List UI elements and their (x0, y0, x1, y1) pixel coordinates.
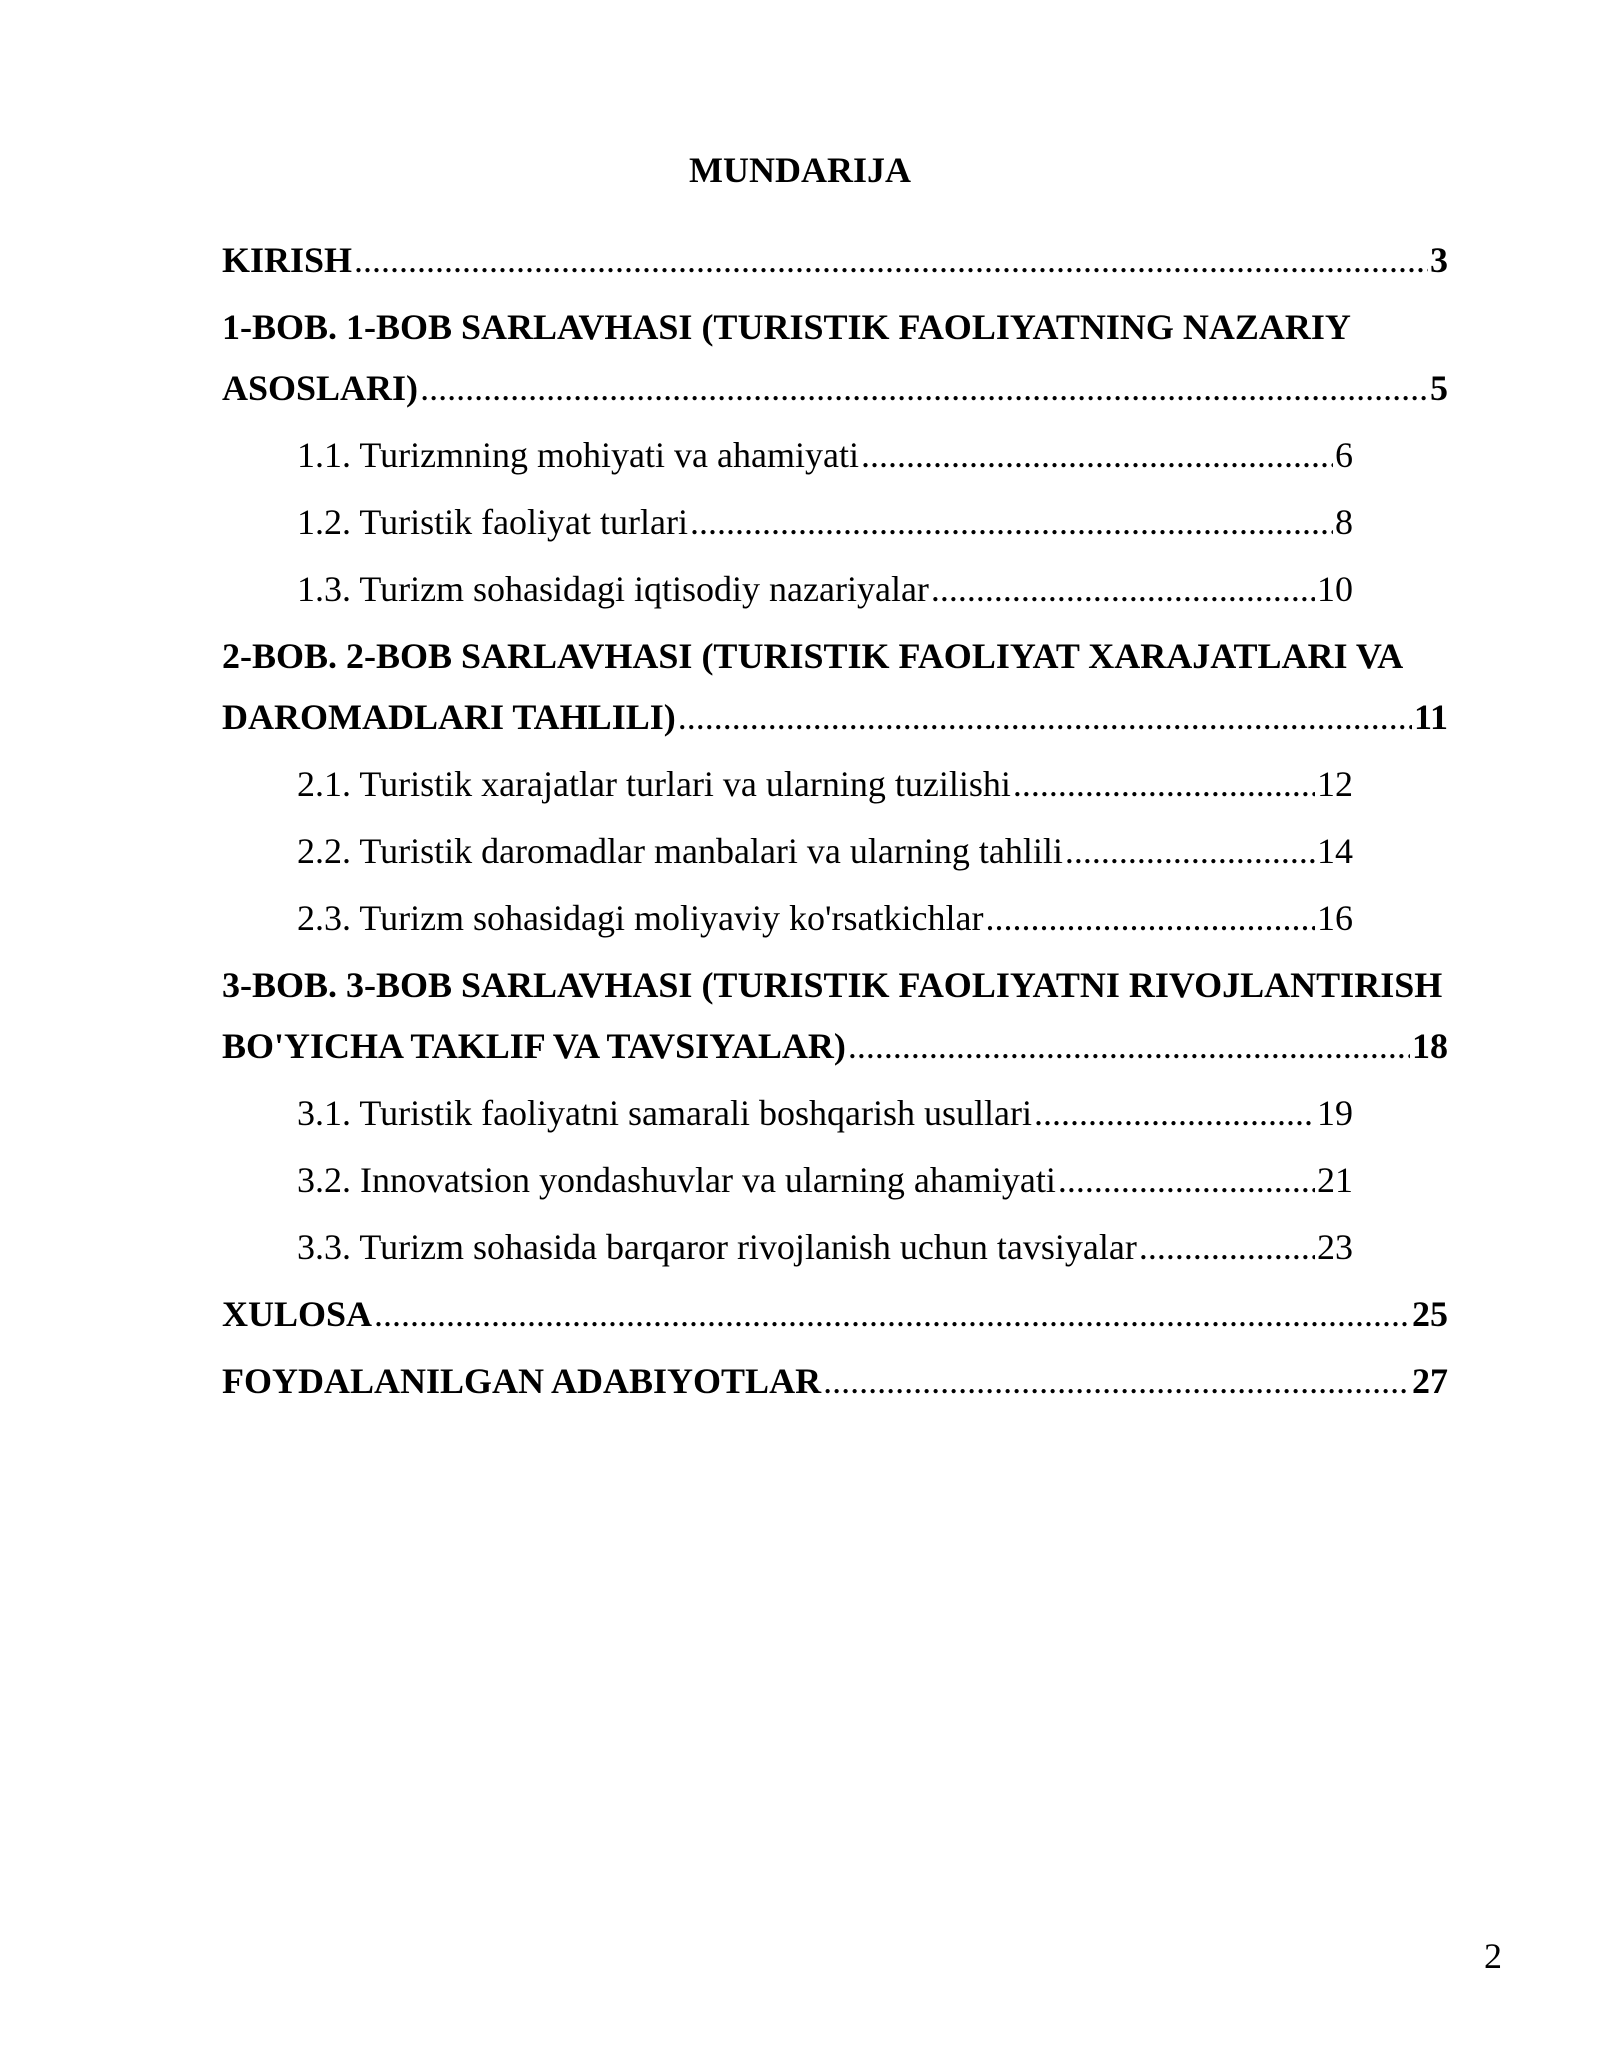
toc-label: 3.1. Turistik faoliyatni samarali boshqarish usullari (297, 1093, 1032, 1133)
leader-dots (1139, 1225, 1315, 1269)
toc-label: XULOSA (222, 1294, 373, 1334)
leader-dots (420, 366, 1428, 410)
toc-page-number: 23 (1317, 1227, 1353, 1267)
toc-entry-xulosa (222, 1292, 1448, 1336)
toc-label-line2: BO'YICHA TAKLIF VA TAVSIYALAR) (222, 1026, 846, 1066)
toc-page-number: 6 (1335, 435, 1353, 475)
toc-page-number: 18 (1412, 1026, 1448, 1066)
leader-dots (848, 1024, 1410, 1068)
toc-entry-chapter-2 (222, 634, 1448, 739)
toc-label: FOYDALANILGAN ADABIYOTLAR (222, 1361, 822, 1401)
table-of-contents (222, 238, 1490, 1403)
leader-dots (931, 567, 1315, 611)
toc-page-number: 3 (1430, 240, 1448, 280)
toc-entry-2-2 (222, 829, 1353, 873)
toc-label: 3.2. Innovatsion yondashuvlar va ularning ahamiyati (297, 1160, 1056, 1200)
toc-label: 2.3. Turizm sohasidagi moliyaviy ko'rsatkichlar (297, 898, 984, 938)
toc-entry-3-3 (222, 1225, 1353, 1269)
leader-dots (374, 1292, 1410, 1336)
leader-dots (823, 1359, 1410, 1403)
toc-label: 3.3. Turizm sohasida barqaror rivojlanish uchun tavsiyalar (297, 1227, 1137, 1267)
toc-page-number: 19 (1317, 1093, 1353, 1133)
toc-entry-3-2 (222, 1158, 1353, 1202)
toc-page-number: 10 (1317, 569, 1353, 609)
toc-entry-2-1 (222, 762, 1353, 806)
toc-label-line1: 2-BOB. 2-BOB SARLAVHASI (TURISTIK FAOLIYAT XARAJATLARI VA (222, 636, 1404, 676)
leader-dots (678, 695, 1412, 739)
toc-page-number: 12 (1317, 764, 1353, 804)
toc-page-number: 11 (1413, 697, 1448, 737)
toc-label: 1.2. Turistik faoliyat turlari (297, 502, 688, 542)
leader-dots (354, 238, 1428, 282)
toc-label: 2.1. Turistik xarajatlar turlari va ularning tuzilishi (297, 764, 1011, 804)
toc-entry-3-1 (222, 1091, 1353, 1135)
toc-label-line2: DAROMADLARI TAHLILI) (222, 697, 676, 737)
toc-page-number: 25 (1412, 1294, 1448, 1334)
toc-label-line1: 1-BOB. 1-BOB SARLAVHASI (TURISTIK FAOLIYATNING NAZARIY (222, 307, 1351, 347)
toc-label: 2.2. Turistik daromadlar manbalari va ularning tahlili (297, 831, 1063, 871)
toc-entry-chapter-3 (222, 963, 1448, 1068)
toc-label: KIRISH (222, 240, 353, 280)
toc-label-line2: ASOSLARI) (222, 368, 419, 408)
leader-dots (1013, 762, 1315, 806)
toc-page-number: 14 (1317, 831, 1353, 871)
toc-page-number: 27 (1412, 1361, 1448, 1401)
toc-page-number: 8 (1335, 502, 1353, 542)
toc-entry-chapter-1 (222, 305, 1448, 410)
page-title: MUNDARIJA (689, 150, 911, 190)
toc-label-line1: 3-BOB. 3-BOB SARLAVHASI (TURISTIK FAOLIYATNI RIVOJLANTIRISH (222, 965, 1443, 1005)
toc-page-number: 5 (1430, 368, 1448, 408)
leader-dots (690, 500, 1333, 544)
toc-page-number: 21 (1317, 1160, 1353, 1200)
toc-entry-adabiyotlar (222, 1359, 1448, 1403)
leader-dots (1065, 829, 1315, 873)
leader-dots (1058, 1158, 1315, 1202)
toc-label: 1.3. Turizm sohasidagi iqtisodiy nazariyalar (297, 569, 929, 609)
toc-page-number: 16 (1317, 898, 1353, 938)
toc-entry-kirish (222, 238, 1448, 282)
leader-dots (985, 896, 1315, 940)
leader-dots (861, 433, 1333, 477)
toc-entry-1-2 (222, 500, 1353, 544)
toc-entry-2-3 (222, 896, 1353, 940)
toc-entry-1-1 (222, 433, 1353, 477)
toc-label: 1.1. Turizmning mohiyati va ahamiyati (297, 435, 859, 475)
toc-entry-1-3 (222, 567, 1353, 611)
leader-dots (1034, 1091, 1315, 1135)
page-number: 2 (1484, 1936, 1502, 1976)
